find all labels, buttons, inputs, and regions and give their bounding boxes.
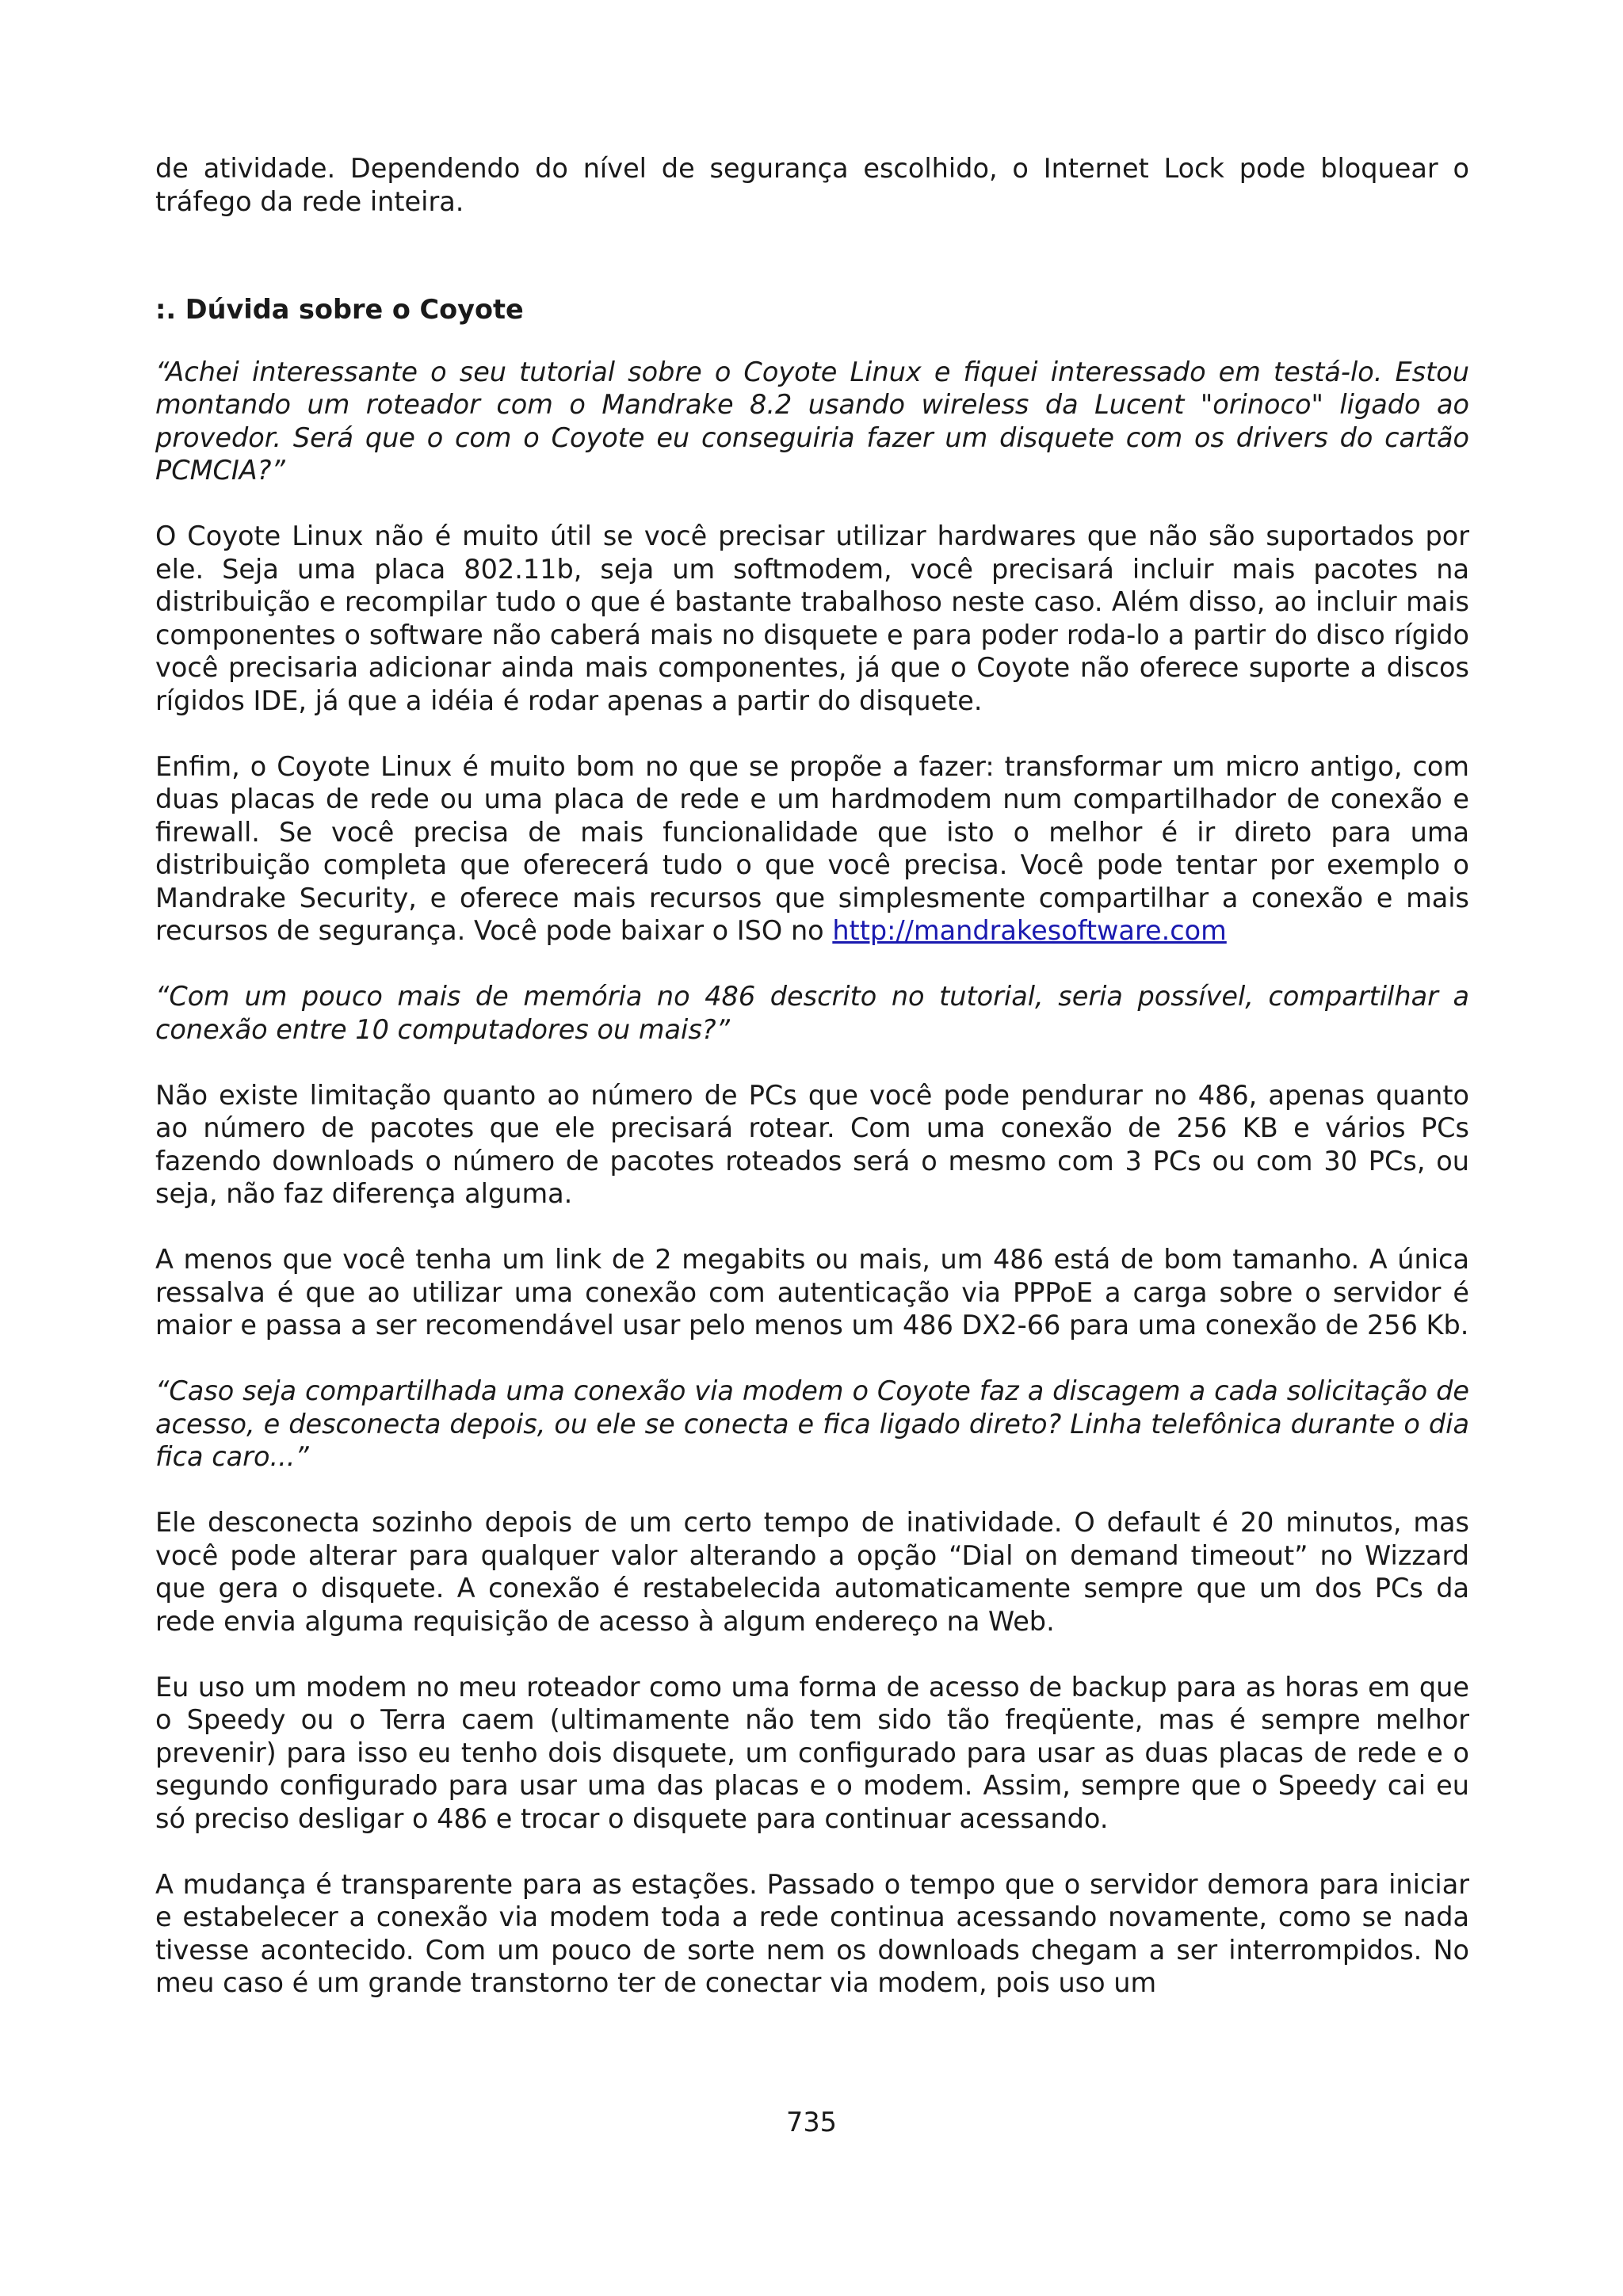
question-3: “Caso seja compartilhada uma conexão via modem o Coyote faz a discagem a cada solicitação de acesso, e desconecta depois, ou ele se conecta e fica ligado direto? Linha telefônica durante o dia fica caro...” [155,1375,1469,1472]
page-number: 735 [786,2107,837,2138]
answer-5: Ele desconecta sozinho depois de um certo tempo de inatividade. O default é 20 minutos, mas você pode alterar para qualquer valor alterando a opção “Dial on demand timeout” no Wizzard que gera o disquete. A conexão é restabelecida automaticamente sempre que um dos PCs da rede envia alguma requisição de acesso à algum endereço na Web. [155,1507,1469,1637]
answer-4: A menos que você tenha um link de 2 megabits ou mais, um 486 está de bom tamanho. A única ressalva é que ao utilizar uma conexão com autenticação via PPPoE a carga sobre o servidor é maior e passa a ser recomendável usar pelo menos um 486 DX2-66 para uma conexão de 256 Kb. [155,1244,1469,1341]
question-1: “Achei interessante o seu tutorial sobre o Coyote Linux e fiquei interessado em testá-lo. Estou montando um roteador com o Mandrake 8.2 usando wireless da Lucent "orinoco" ligado ao provedor. Será que o com o Coyote eu conseguiria fazer um disquete com os drivers do cartão PCMCIA?” [155,356,1469,486]
question-2: “Com um pouco mais de memória no 486 descrito no tutorial, seria possível, compartilhar a conexão entre 10 computadores ou mais?” [155,981,1469,1045]
section-heading: :. Dúvida sobre o Coyote [155,294,524,325]
mandrake-link[interactable]: http://mandrakesoftware.com [832,915,1227,946]
answer-7: A mudança é transparente para as estações. Passado o tempo que o servidor demora para iniciar e estabelecer a conexão via modem toda a rede continua acessando novamente, como se nada tivesse acontecido. Com um pouco de sorte nem os downloads chegam a ser interrompidos. No meu caso é um grande transtorno ter de conectar via modem, pois uso um [155,1868,1469,1998]
answer-2 [155,750,1469,948]
answer-6: Eu uso um modem no meu roteador como uma forma de acesso de backup para as horas em que o Speedy ou o Terra caem (ultimamente não tem sido tão freqüente, mas é sempre melhor prevenir) para isso eu tenho dois disquete, um configurado para usar as duas placas de rede e o segundo configurado para usar uma das placas e o modem. Assim, sempre que o Speedy cai eu só preciso desligar o 486 e trocar o disquete para continuar acessando. [155,1671,1469,1834]
intro-paragraph: de atividade. Dependendo do nível de segurança escolhido, o Internet Lock pode bloquear o tráfego da rede inteira. [155,153,1469,217]
answer-2-text: Enfim, o Coyote Linux é muito bom no que se propõe a fazer: transformar um micro antigo, com duas placas de rede ou uma placa de rede e um hardmodem num compartilhador de conexão e firewall. Se você precisa de mais funcionalidade que isto o melhor é ir direto para uma distribuição completa que oferecerá tudo o que você precisa. Você pode tentar por exemplo o Mandrake Security, e oferece mais recursos que simplesmente compartilhar a conexão e mais recursos de segurança. Você pode baixar o ISO no [155,750,1469,946]
answer-1: O Coyote Linux não é muito útil se você precisar utilizar hardwares que não são suportados por ele. Seja uma placa 802.11b, seja um softmodem, você precisará incluir mais pacotes na distribuição e recompilar tudo o que é bastante trabalhoso neste caso. Além disso, ao incluir mais componentes o software não caberá mais no disquete e para poder roda-lo a partir do disco rígido você precisaria adicionar ainda mais componentes, já que o Coyote não oferece suporte a discos rígidos IDE, já que a idéia é rodar apenas a partir do disquete. [155,521,1469,716]
page-body [155,152,1469,2032]
answer-3: Não existe limitação quanto ao número de PCs que você pode pendurar no 486, apenas quanto ao número de pacotes que ele precisará rotear. Com uma conexão de 256 KB e vários PCs fazendo downloads o número de pacotes roteados será o mesmo com 3 PCs ou com 30 PCs, ou seja, não faz diferença alguma. [155,1079,1469,1209]
